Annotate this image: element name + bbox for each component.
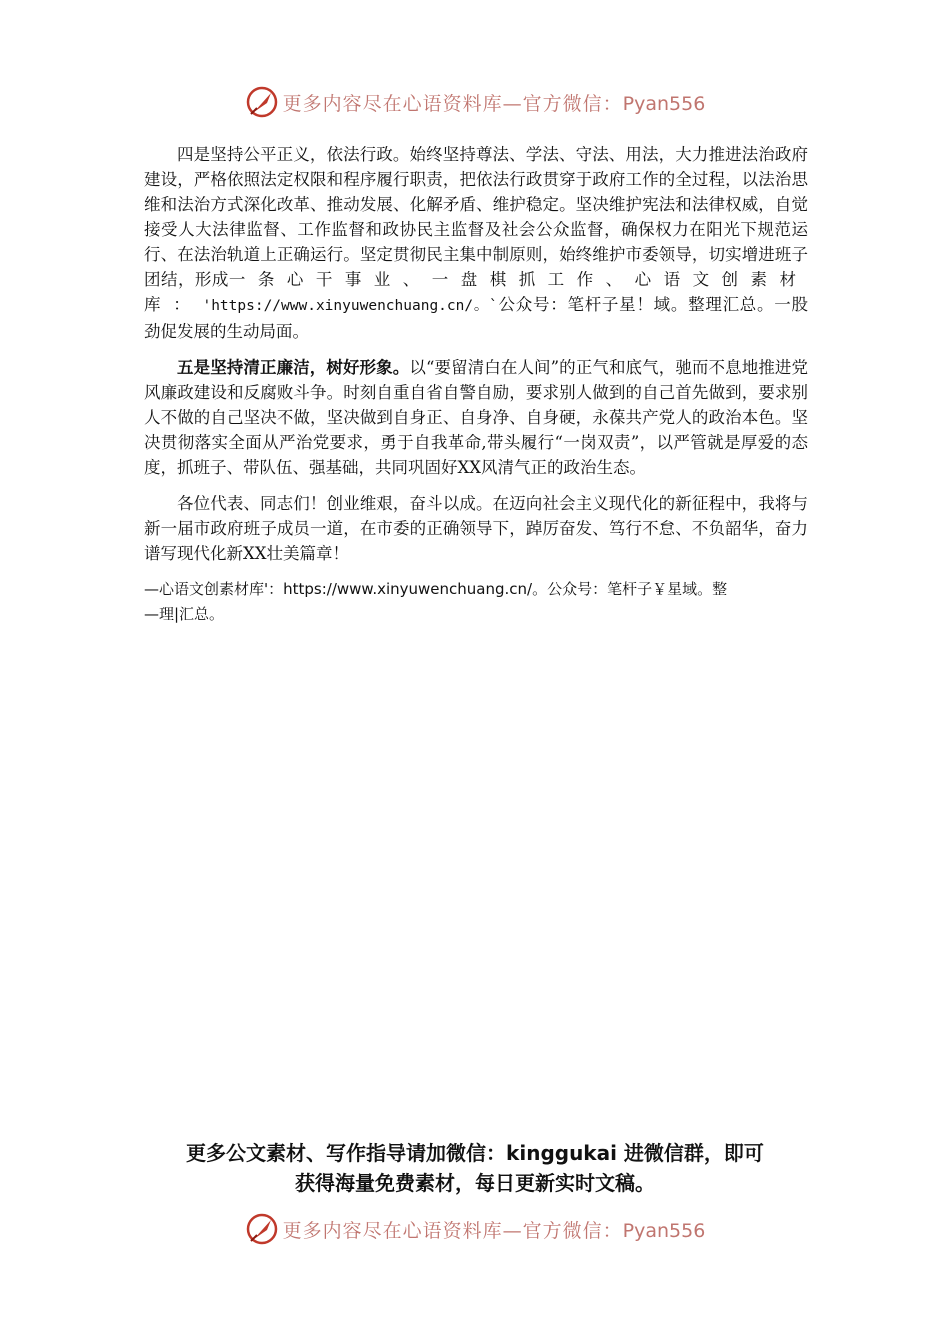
footer-promo-line1: 更多公文素材、写作指导请加微信：kinggukai 进微信群，即可 — [186, 1141, 764, 1165]
paragraph-integrity: 五是坚持清正廉洁，树好形象。以“要留清白在人间”的正气和底气，驰而不息地推进党风廉政建设和反腐败斗争。时刻自重自省自警自励，要求别人做到的自己首先做到，要求别人不做的自己坚决不做，坚决做到自身正、自身净、自身硬，永葆共产党人的政治本色。坚决贯彻落实全面从严治党要求，勇于自我革命,带头履行“一岗双责”，以严管就是厚爱的态度，抓班子、带队伍、强基础，共同巩固好XX风清气正的政治生态。 — [144, 358, 809, 477]
source-note-line1: —心语文创素材库'：https://www.xinyuwenchuang.cn/。公众号：笔杆子￥星域。整 — [144, 580, 728, 598]
paragraph-heading: 五是坚持清正廉洁，树好形象。 — [177, 358, 410, 377]
footer-promo-line2: 获得海量免费素材，每日更新实时文稿。 — [295, 1171, 655, 1195]
header-banner — [0, 82, 950, 122]
quill-logo-icon — [245, 85, 279, 119]
wechat-handle: Pyan556 — [622, 92, 706, 115]
paragraph-rule-of-law: 四是坚持公平正义，依法行政。始终坚持尊法、学法、守法、用法，大力推进法治政府建设，严格依照法定权限和程序履行职责，把依法行政贯穿于政府工作的全过程，以法治思维和法治方式深化改革、推动发展、化解矛盾、维护稳定。坚决维护宪法和法律权威，自觉接受人大法律监督、工作监督和政协民主监督及社会公众监督，确保权力在阳光下规范运行、在法治轨道上正确运行。坚定贯彻民主集中制原则，始终维护市委领导，切实增进班子团结，形成一条心干事业、一盘棋抓工作、心语文创素材库：'https://www.xinyuwenchuang.cn/。`公众号：笔杆子星！域。整理汇总。一股劲促发展的生动局面。 — [144, 145, 809, 341]
document-body — [144, 142, 808, 627]
banner-text: 更多内容尽在心语资料库—官方微信：Pyan556 — [282, 92, 706, 115]
source-note-line2: —理|汇总。 — [144, 605, 225, 623]
quill-logo-icon — [245, 1212, 279, 1246]
footer-banner — [0, 1209, 950, 1249]
banner-text: 更多内容尽在心语资料库—官方微信：Pyan556 — [282, 1219, 706, 1242]
paragraph-closing: 各位代表、同志们！创业维艰，奋斗以成。在迈向社会主义现代化的新征程中，我将与新一届市政府班子成员一道，在市委的正确领导下，踔厉奋发、笃行不怠、不负韶华，奋力谱写现代化新XX壮美篇章！ — [144, 494, 808, 563]
wechat-handle: Pyan556 — [622, 1219, 706, 1242]
footer-promo — [0, 1138, 950, 1198]
